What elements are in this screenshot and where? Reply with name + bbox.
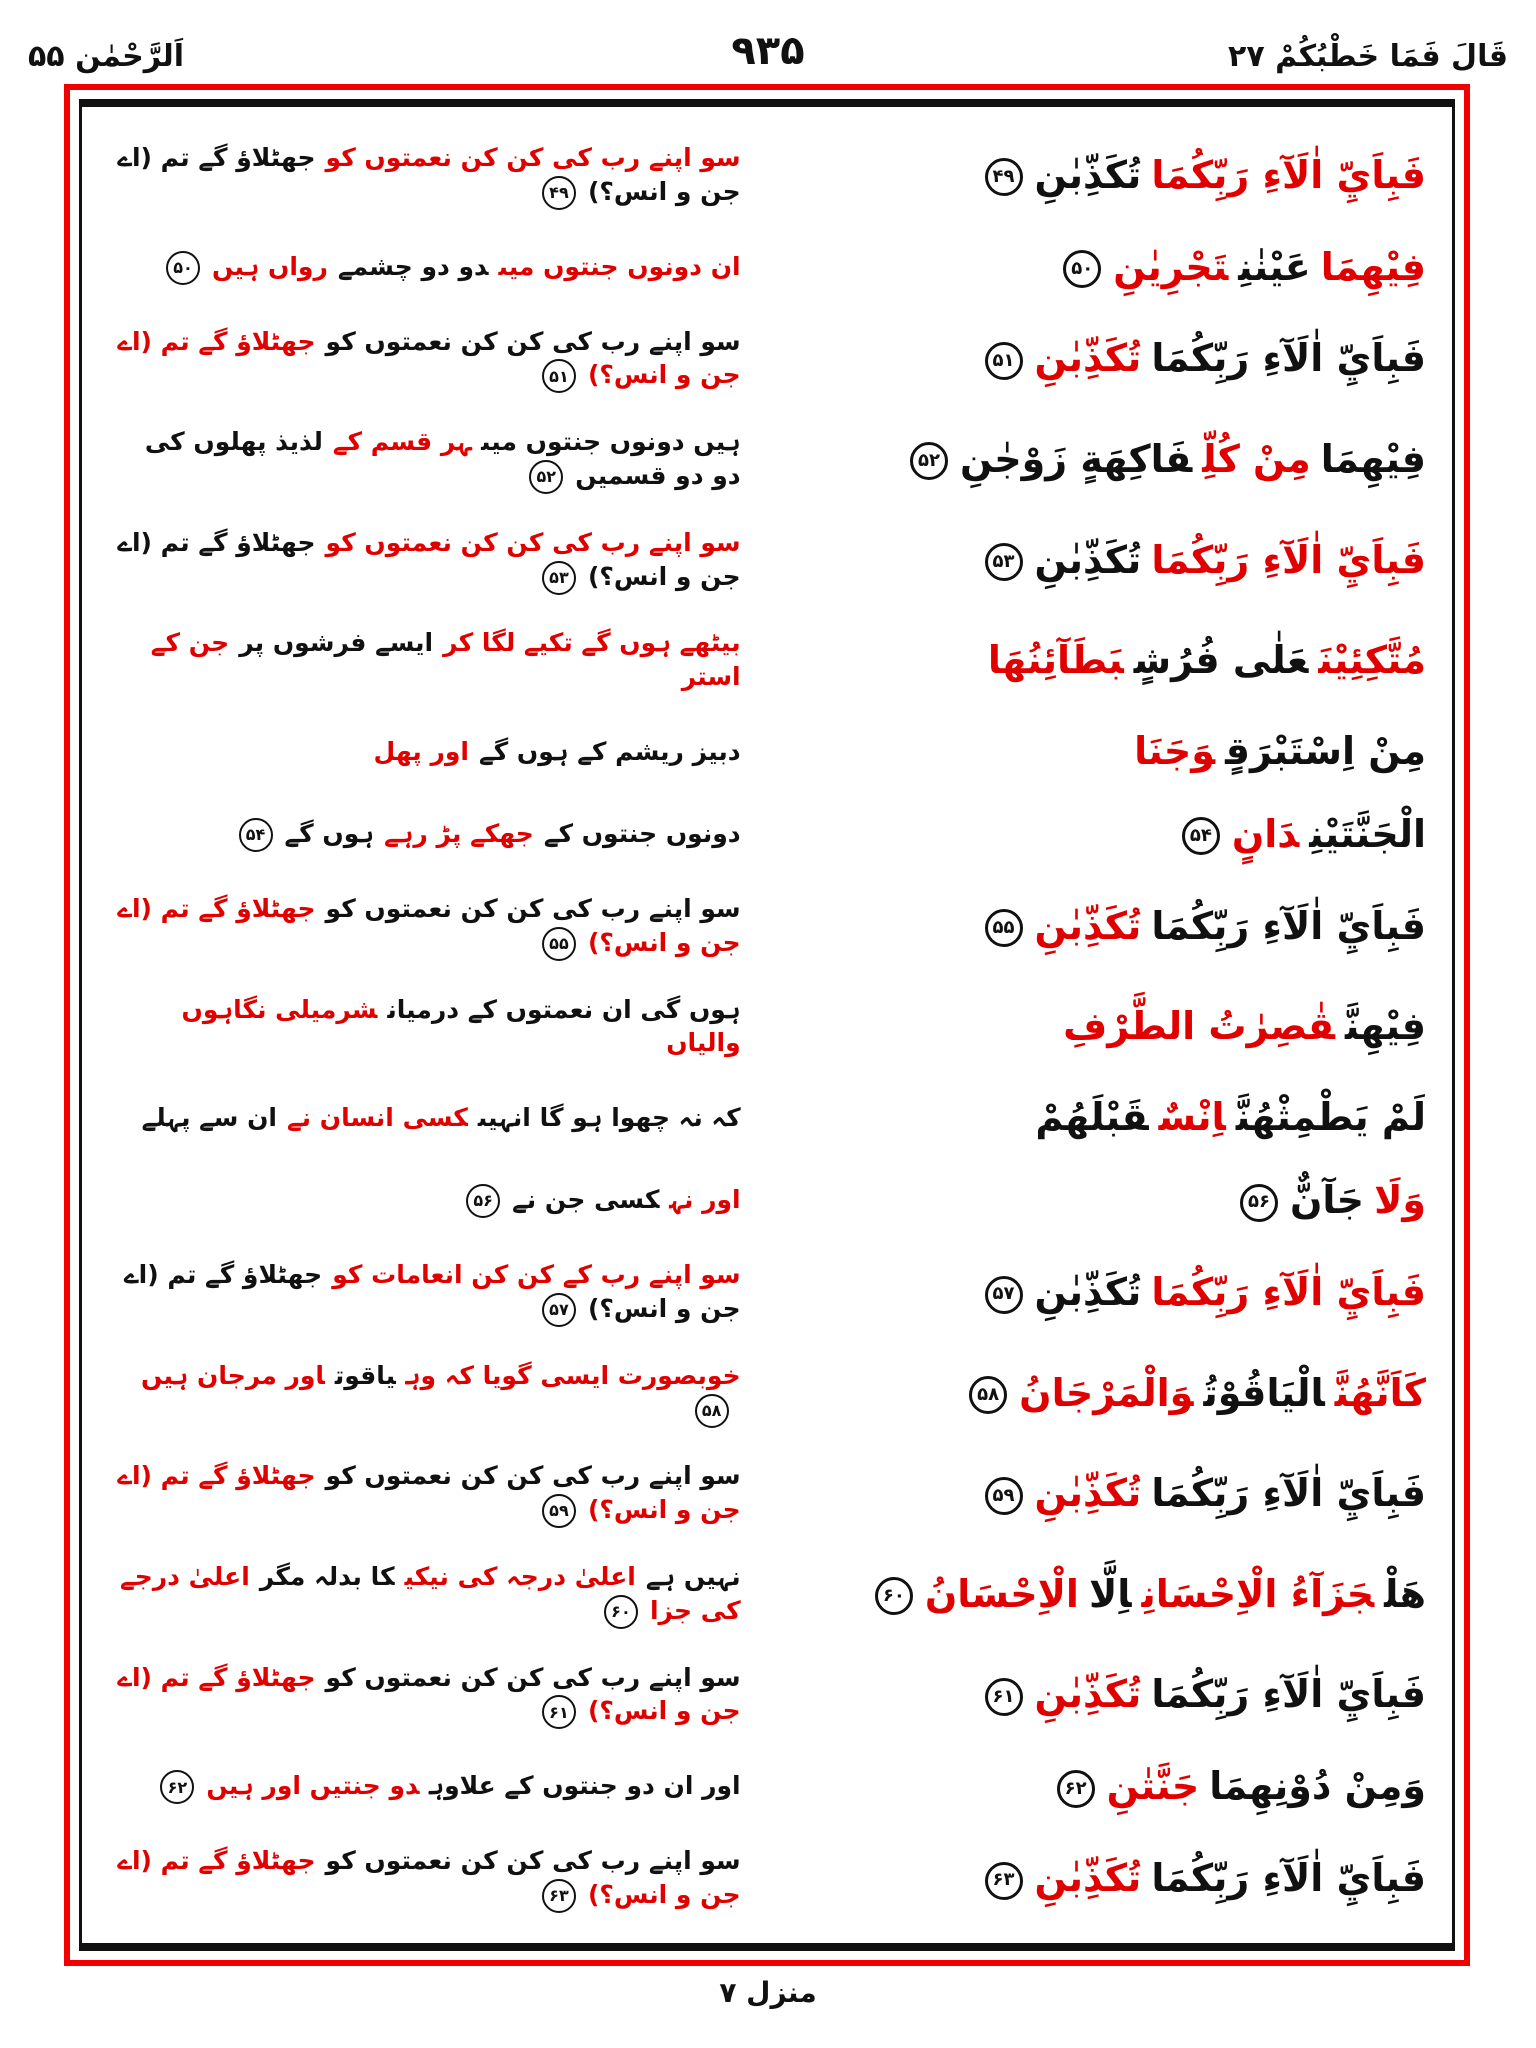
arabic-cell [807, 635, 1426, 686]
urdu-text-segment: جن کے استر [150, 628, 741, 692]
verse-number-badge: ۵۴ [1182, 817, 1220, 855]
arabic-text-segment: وَجَنَا [1134, 728, 1216, 773]
arabic-text-segment: فَبِاَيِّ اٰلَآءِ رَبِّكُمَا [1151, 1471, 1426, 1516]
arabic-text-segment: عَلٰى فُرُشٍ [1133, 637, 1309, 682]
verse-row [108, 1159, 1426, 1242]
verse-row [108, 1343, 1426, 1444]
urdu-cell [108, 141, 741, 210]
urdu-cell [108, 1769, 741, 1804]
arabic-text-segment: وَالْمَرْجَانُ [1019, 1370, 1194, 1415]
urdu-text-segment: کہ نہ چھوا ہو گا انہیں [477, 1102, 741, 1132]
urdu-cell [108, 250, 741, 285]
arabic-text-segment: فِيْهِمَا [1320, 244, 1426, 289]
arabic-text-segment: جَزَآءُ الْاِحْسَانِ [1141, 1571, 1375, 1616]
arabic-text-segment: تُكَذِّبٰنِ [1034, 1270, 1142, 1314]
arabic-cell [807, 1001, 1426, 1052]
arabic-text-segment: فَاكِهَةٍ زَوْجٰنِ [960, 436, 1193, 481]
arabic-cell [807, 1669, 1426, 1720]
verse-number-badge: ۴۹ [985, 158, 1023, 196]
arabic-cell [807, 434, 1426, 485]
verse-row [108, 611, 1426, 710]
urdu-text-segment: سو اپنے رب کی کن کن نعمتوں کو [325, 1461, 741, 1491]
arabic-text-segment: فَبِاَيِّ اٰلَآءِ رَبِّكُمَا [1151, 336, 1426, 381]
urdu-text-segment: رواں ہیں [211, 251, 328, 281]
urdu-cell [108, 817, 741, 852]
verse-number-badge: ۵۶ [1240, 1184, 1278, 1222]
verse-row [108, 226, 1426, 309]
urdu-text-segment: شرمیلی نگاہوں والیاں [181, 994, 741, 1058]
arabic-text-segment: بَطَآئِنُهَا [987, 637, 1124, 682]
arabic-cell [807, 1368, 1426, 1419]
urdu-text-segment: سو اپنے رب کی کن کن نعمتوں کو [325, 527, 741, 557]
arabic-text-segment: هَلْ [1384, 1571, 1426, 1616]
verse-row [108, 1745, 1426, 1828]
arabic-text-segment: مُتَّكِئِيْنَ [1318, 637, 1426, 682]
verse-row [108, 1242, 1426, 1343]
arabic-cell [807, 1267, 1426, 1318]
arabic-cell [807, 1853, 1426, 1904]
urdu-text-segment: دبیز ریشم کے ہوں گے [478, 736, 741, 766]
arabic-text-segment: الْجَنَّتَيْنِ [1309, 811, 1426, 856]
urdu-cell [108, 735, 741, 769]
verse-number-badge: ۶۲ [1057, 1770, 1095, 1808]
arabic-text-segment: تُكَذِّبٰنِ [1034, 1856, 1142, 1901]
urdu-cell [108, 526, 741, 595]
arabic-text-segment: مِنْ كُلِّ [1202, 436, 1311, 481]
manzil-marker: منزل ۷ [719, 1976, 817, 2009]
arabic-text-segment: اِنْسٌ [1158, 1095, 1226, 1139]
verse-row [108, 1828, 1426, 1929]
verse-number-badge: ۵۵ [542, 927, 576, 961]
urdu-text-segment: اور مرجان ہیں [140, 1360, 325, 1390]
arabic-text-segment: كَاَنَّهُنَّ [1334, 1370, 1426, 1415]
urdu-text-segment: لذیذ پھلوں کی دو دو قسمیں [144, 427, 741, 490]
verse-number-badge: ۶۲ [160, 1770, 194, 1804]
urdu-text-segment: جھٹلاؤ گے تم (اے جن و انس؟) [117, 142, 741, 206]
verse-number-badge: ۴۹ [542, 176, 576, 210]
urdu-text-segment: ہیں دونوں جنتوں میں [481, 427, 741, 457]
urdu-text-segment: اعلیٰ درجے کی جزا [120, 1562, 741, 1625]
urdu-text-segment: جھٹلاؤ گے تم (اے جن و انس؟) [117, 1846, 741, 1910]
verse-row [108, 977, 1426, 1076]
arabic-cell [807, 150, 1426, 201]
arabic-text-segment: تُكَذِّبٰنِ [1034, 537, 1142, 582]
urdu-text-segment: اعلیٰ درجہ کی نیکی [404, 1562, 636, 1592]
verse-number-badge: ۶۱ [542, 1695, 576, 1729]
urdu-text-segment: سو اپنے رب کی کن کن نعمتوں کو [325, 326, 741, 356]
arabic-text-segment: وَلَا [1374, 1178, 1426, 1223]
verse-row [108, 309, 1426, 410]
urdu-text-segment: خوبصورت ایسی گویا کہ وہ [405, 1360, 741, 1390]
urdu-cell [108, 1183, 741, 1218]
urdu-text-segment: سو اپنے رب کی کن کن نعمتوں کو [325, 1846, 741, 1876]
arabic-text-segment: وَمِنْ دُوْنِهِمَا [1209, 1764, 1426, 1809]
verse-number-badge: ۵۸ [695, 1394, 729, 1428]
urdu-cell [108, 892, 741, 961]
verse-row [108, 125, 1426, 226]
verse-row [108, 1544, 1426, 1645]
page-number: ۹۳۵ [731, 28, 805, 74]
urdu-cell [108, 1661, 741, 1730]
urdu-cell [108, 1560, 741, 1629]
verse-number-badge: ۵۲ [910, 442, 948, 480]
urdu-text-segment: سو اپنے رب کے کن کن انعامات کو [332, 1260, 741, 1290]
urdu-text-segment: بیٹھے ہوں گے تکیے لگا کر [443, 628, 741, 658]
urdu-text-segment: جھٹلاؤ گے تم (اے جن و انس؟) [117, 326, 741, 390]
arabic-cell [807, 809, 1426, 860]
verse-row [108, 1645, 1426, 1746]
urdu-text-segment: دونوں جنتوں کے [543, 819, 741, 849]
urdu-text-segment: جھٹلاؤ گے تم (اے جن و انس؟) [117, 1662, 741, 1726]
arabic-cell [807, 1569, 1426, 1620]
verse-number-badge: ۶۱ [985, 1678, 1023, 1716]
arabic-cell [807, 1761, 1426, 1812]
verse-number-badge: ۵۳ [985, 543, 1023, 581]
arabic-text-segment: جَآنٌّ [1289, 1178, 1365, 1223]
arabic-text-segment: مِنْ اِسْتَبْرَقٍ [1225, 728, 1426, 773]
verse-row [108, 876, 1426, 977]
arabic-cell [807, 901, 1426, 952]
page-header [28, 10, 1508, 74]
urdu-text-segment: اور نہ [669, 1185, 741, 1215]
urdu-text-segment: ان سے پہلے [141, 1102, 277, 1132]
verse-number-badge: ۵۹ [985, 1477, 1023, 1515]
verse-number-badge: ۶۳ [985, 1862, 1023, 1900]
arabic-text-segment: تُكَذِّبٰنِ [1034, 152, 1142, 197]
arabic-cell [807, 726, 1426, 777]
arabic-text-segment: الْاِحْسَانُ [924, 1571, 1079, 1616]
verse-number-badge: ۶۰ [604, 1595, 638, 1629]
urdu-text-segment: کا بدلہ مگر [259, 1562, 395, 1592]
arabic-text-segment: تُكَذِّبٰنِ [1034, 1471, 1142, 1516]
arabic-text-segment: فَبِاَيِّ اٰلَآءِ رَبِّكُمَا [1151, 903, 1426, 948]
urdu-text-segment: جھٹلاؤ گے تم (اے جن و انس؟) [117, 894, 741, 957]
urdu-text-segment: اور ان دو جنتوں کے علاوہ [429, 1771, 741, 1801]
urdu-text-segment: سو اپنے رب کی کن کن نعمتوں کو [325, 1662, 741, 1692]
verse-number-badge: ۵۴ [239, 818, 273, 852]
urdu-text-segment: ان دونوں جنتوں میں [498, 251, 741, 281]
urdu-text-segment: نہیں ہے [645, 1562, 741, 1592]
arabic-text-segment: الْيَاقُوْتُ [1203, 1370, 1325, 1415]
urdu-cell [108, 1258, 741, 1327]
urdu-cell [108, 325, 741, 394]
page-frame [64, 84, 1470, 1966]
verse-row [108, 409, 1426, 510]
urdu-text-segment: یاقوت [334, 1360, 396, 1390]
urdu-cell [108, 1101, 741, 1135]
verse-number-badge: ۵۲ [529, 460, 563, 494]
urdu-text-segment: ایسے فرشوں پر [239, 628, 434, 658]
urdu-text-segment: سو اپنے رب کی کن کن نعمتوں کو [325, 894, 741, 924]
arabic-text-segment: تُكَذِّبٰنِ [1034, 903, 1142, 948]
urdu-text-segment: ہوں گی ان نعمتوں کے درمیان [387, 994, 741, 1024]
verse-number-badge: ۵۳ [542, 561, 576, 595]
arabic-text-segment: تُكَذِّبٰنِ [1034, 1672, 1142, 1717]
urdu-text-segment: جھٹلاؤ گے تم (اے جن و انس؟) [124, 1260, 741, 1324]
arabic-cell [807, 333, 1426, 384]
urdu-text-segment: اور پھل [373, 736, 469, 766]
verse-row [108, 793, 1426, 876]
juz-name: قَالَ فَمَا خَطْبُكُمْ ۲۷ [1228, 39, 1508, 74]
verse-number-badge: ۵۶ [466, 1184, 500, 1218]
urdu-text-segment: دو دو چشمے [337, 251, 489, 281]
arabic-cell [807, 1092, 1426, 1143]
urdu-text-segment: جھٹلاؤ گے تم (اے جن و انس؟) [117, 527, 741, 591]
urdu-cell [108, 626, 741, 694]
urdu-text-segment: جھٹلاؤ گے تم (اے جن و انس؟) [117, 1461, 741, 1525]
arabic-text-segment: فِيْهِمَا [1320, 436, 1426, 481]
urdu-cell [108, 1844, 741, 1913]
surah-name: اَلرَّحْمٰن ۵۵ [28, 39, 185, 74]
arabic-text-segment: قٰصِرٰتُ الطَّرْفِ [1063, 1003, 1335, 1048]
urdu-cell [108, 1459, 741, 1528]
arabic-text-segment: قَبْلَهُمْ [1035, 1095, 1149, 1139]
arabic-text-segment: اِلَّا [1088, 1571, 1132, 1616]
verse-row [108, 510, 1426, 611]
verse-row [108, 710, 1426, 793]
verse-rows [108, 125, 1426, 1929]
arabic-text-segment: فَبِاَيِّ اٰلَآءِ رَبِّكُمَا [1151, 1270, 1426, 1314]
arabic-cell [807, 535, 1426, 586]
verse-number-badge: ۵۷ [542, 1293, 576, 1327]
urdu-cell [108, 993, 741, 1061]
verse-number-badge: ۵۸ [969, 1376, 1007, 1414]
arabic-cell [807, 242, 1426, 293]
arabic-cell [807, 1468, 1426, 1519]
verse-number-badge: ۵۰ [1063, 250, 1101, 288]
verse-number-badge: ۵۷ [985, 1276, 1023, 1314]
urdu-text-segment: ہوں گے [284, 819, 375, 849]
arabic-text-segment: فَبِاَيِّ اٰلَآءِ رَبِّكُمَا [1151, 1672, 1426, 1717]
arabic-text-segment: جَنَّتٰنِ [1106, 1764, 1200, 1809]
arabic-text-segment: فَبِاَيِّ اٰلَآءِ رَبِّكُمَا [1151, 537, 1426, 582]
arabic-text-segment: فَبِاَيِّ اٰلَآءِ رَبِّكُمَا [1151, 152, 1426, 197]
arabic-text-segment: عَيْنٰنِ [1238, 244, 1311, 289]
verse-number-badge: ۵۹ [542, 1494, 576, 1528]
verse-row [108, 1444, 1426, 1545]
urdu-cell [108, 425, 741, 494]
arabic-text-segment: تَجْرِيٰنِ [1113, 244, 1229, 289]
urdu-text-segment: سو اپنے رب کی کن کن نعمتوں کو [325, 142, 741, 172]
urdu-text-segment: دو جنتیں اور ہیں [206, 1771, 420, 1801]
urdu-text-segment: جھکے پڑ رہے [384, 819, 534, 849]
verse-number-badge: ۵۱ [542, 359, 576, 393]
verse-row [108, 1076, 1426, 1159]
arabic-text-segment: تُكَذِّبٰنِ [1034, 336, 1142, 381]
arabic-text-segment: دَانٍ [1231, 811, 1300, 856]
verse-number-badge: ۶۳ [542, 1879, 576, 1913]
urdu-cell [108, 1359, 741, 1428]
urdu-text-segment: ہر قسم کے [332, 427, 472, 457]
verse-number-badge: ۵۱ [985, 342, 1023, 380]
verse-number-badge: ۵۰ [166, 251, 200, 285]
arabic-text-segment: فِيْهِنَّ [1345, 1003, 1426, 1048]
verse-number-badge: ۵۵ [985, 909, 1023, 947]
inner-frame [79, 99, 1455, 1951]
urdu-text-segment: کسی جن نے [512, 1185, 660, 1215]
verse-number-badge: ۶۰ [875, 1577, 913, 1615]
arabic-cell [807, 1175, 1426, 1226]
arabic-text-segment: فَبِاَيِّ اٰلَآءِ رَبِّكُمَا [1151, 1856, 1426, 1901]
arabic-text-segment: لَمْ يَطْمِثْهُنَّ [1235, 1095, 1426, 1139]
urdu-text-segment: کسی انسان نے [287, 1102, 468, 1132]
